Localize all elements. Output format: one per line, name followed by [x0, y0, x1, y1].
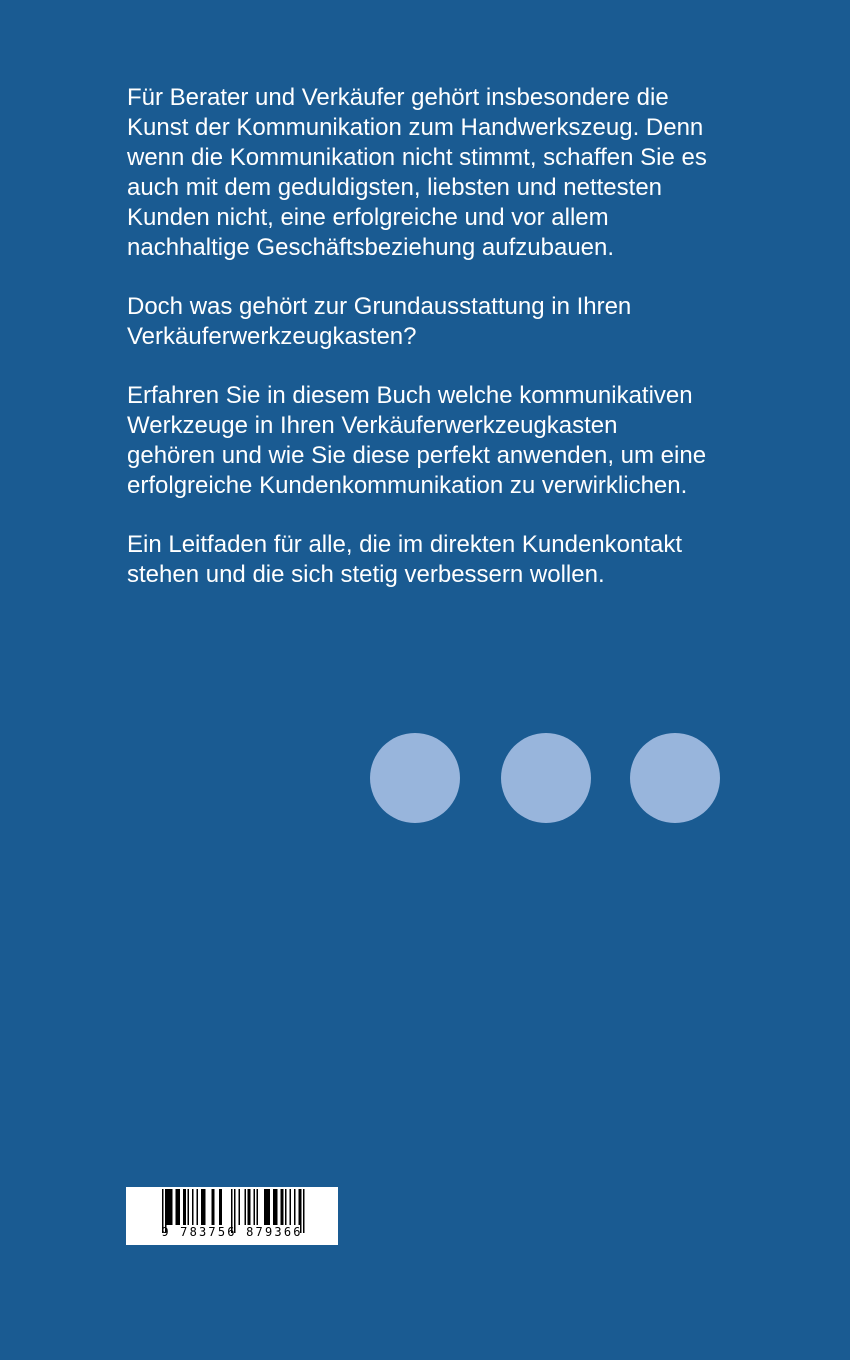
barcode-bar [299, 1189, 301, 1225]
barcode-bar [219, 1189, 221, 1225]
barcode-bar [267, 1189, 269, 1225]
barcode-bar [221, 1189, 223, 1225]
blurb-line: Doch was gehört zur Grundausstattung in Ihren [127, 293, 632, 320]
barcode-bar [168, 1189, 170, 1225]
blurb-line: nachhaltige Geschäftsbeziehung aufzubauen. [127, 234, 615, 261]
decorative-dot [501, 733, 591, 823]
barcode-bar [171, 1189, 173, 1225]
blurb-line: Erfahren Sie in diesem Buch welche kommunikativen [127, 382, 693, 409]
barcode-bar [285, 1189, 287, 1225]
barcode-bar [281, 1189, 283, 1225]
barcode-bar [212, 1189, 214, 1225]
barcode-bar [188, 1189, 190, 1225]
blurb-line: Für Berater und Verkäufer gehört insbesondere die [127, 84, 669, 111]
decorative-dot [630, 733, 720, 823]
barcode-bar [183, 1189, 185, 1225]
blurb-text [127, 83, 767, 619]
barcode-bar [167, 1189, 169, 1225]
blurb-paragraph-3 [127, 381, 767, 501]
decorative-dot [370, 733, 460, 823]
blurb-paragraph-4 [127, 530, 767, 590]
blurb-line: stehen und die sich stetig verbessern wollen. [127, 561, 605, 588]
barcode-bar [197, 1189, 199, 1225]
barcode-bar [213, 1189, 215, 1225]
barcode-bar [170, 1189, 172, 1225]
barcode-bar [269, 1189, 271, 1225]
barcode-digits: 9 783756 879366 [161, 1225, 303, 1239]
blurb-line: Verkäuferwerkzeugkasten? [127, 323, 417, 350]
blurb-line: wenn die Kommunikation nicht stimmt, schaffen Sie es [127, 144, 707, 171]
decorative-dots [370, 733, 720, 823]
blurb-line: gehören und wie Sie diese perfekt anwenden, um eine [127, 442, 707, 469]
barcode-bar [264, 1189, 266, 1225]
blurb-paragraph-1 [127, 83, 767, 263]
barcode-bar [276, 1189, 278, 1225]
barcode-bar [192, 1189, 194, 1225]
barcode-bar [248, 1189, 250, 1225]
barcode-bar [266, 1189, 268, 1225]
blurb-line: Ein Leitfaden für alle, die im direkten Kundenkontakt [127, 531, 683, 558]
blurb-line: Werkzeuge in Ihren Verkäuferwerkzeugkasten [127, 412, 618, 439]
barcode-bar [239, 1189, 241, 1225]
barcode-bar [204, 1189, 206, 1225]
barcode-bar [177, 1189, 179, 1225]
barcode-bar [290, 1189, 292, 1225]
blurb-line: erfolgreiche Kundenkommunikation zu verwirklichen. [127, 472, 688, 499]
barcode-bar [294, 1189, 296, 1225]
blurb-line: auch mit dem geduldigsten, liebsten und nettesten [127, 174, 663, 201]
barcode-bar [254, 1189, 256, 1225]
isbn-barcode [126, 1187, 338, 1245]
barcode-bar [245, 1189, 247, 1225]
blurb-line: Kunden nicht, eine erfolgreiche und vor allem [127, 204, 609, 231]
barcode-bar [249, 1189, 251, 1225]
blurb-paragraph-2 [127, 292, 767, 352]
barcode-bar [201, 1189, 203, 1225]
barcode-bar [282, 1189, 284, 1225]
barcode-bar [203, 1189, 205, 1225]
barcode-bar [179, 1189, 181, 1225]
barcode-bar [257, 1189, 259, 1225]
barcode-bar [275, 1189, 277, 1225]
barcode-bar [185, 1189, 187, 1225]
barcode-bar [273, 1189, 275, 1225]
barcode-bar [176, 1189, 178, 1225]
blurb-line: Kunst der Kommunikation zum Handwerkszeug. Denn [127, 114, 704, 141]
